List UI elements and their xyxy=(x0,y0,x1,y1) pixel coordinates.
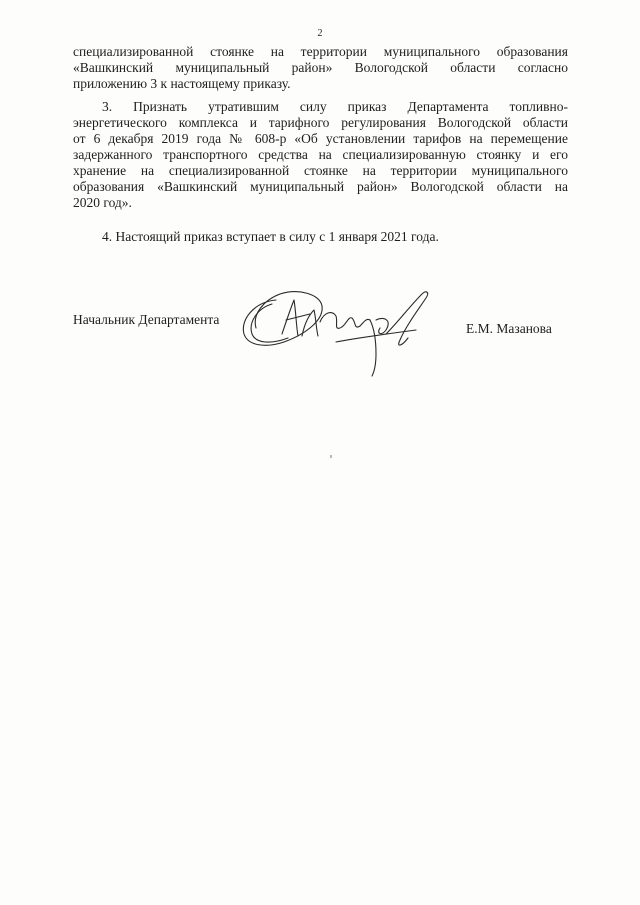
paragraph-line: энергетического комплекса и тарифного регулирования Вологодской области xyxy=(73,115,568,130)
signatory-name: Е.М. Мазанова xyxy=(466,321,552,336)
paragraph-line: приложению 3 к настоящему приказу. xyxy=(73,76,291,91)
paragraph-line: «Вашкинский муниципальный район» Вологодской области согласно xyxy=(73,60,568,75)
scan-speck xyxy=(330,455,332,458)
paragraph-line: от 6 декабря 2019 года № 608-р «Об установлении тарифов на перемещение xyxy=(73,131,568,146)
page-number: 2 xyxy=(317,28,323,39)
signatory-title: Начальник Департамента xyxy=(73,312,220,327)
paragraph-line: задержанного транспортного средства на специализированную стоянку и его xyxy=(73,147,568,162)
paragraph-line: 4. Настоящий приказ вступает в силу с 1 января 2021 года. xyxy=(102,229,439,244)
handwritten-signature xyxy=(236,282,442,382)
paragraph-line: хранение на специализированной стоянке на территории муниципального xyxy=(73,163,568,178)
paragraph-line: специализированной стоянке на территории муниципального образования xyxy=(73,44,568,59)
paragraph-line: 2020 год». xyxy=(73,195,132,210)
paragraph-line: образования «Вашкинский муниципальный район» Вологодской области на xyxy=(73,179,568,194)
paragraph-line: 3. Признать утратившим силу приказ Департамента топливно- xyxy=(102,99,568,114)
